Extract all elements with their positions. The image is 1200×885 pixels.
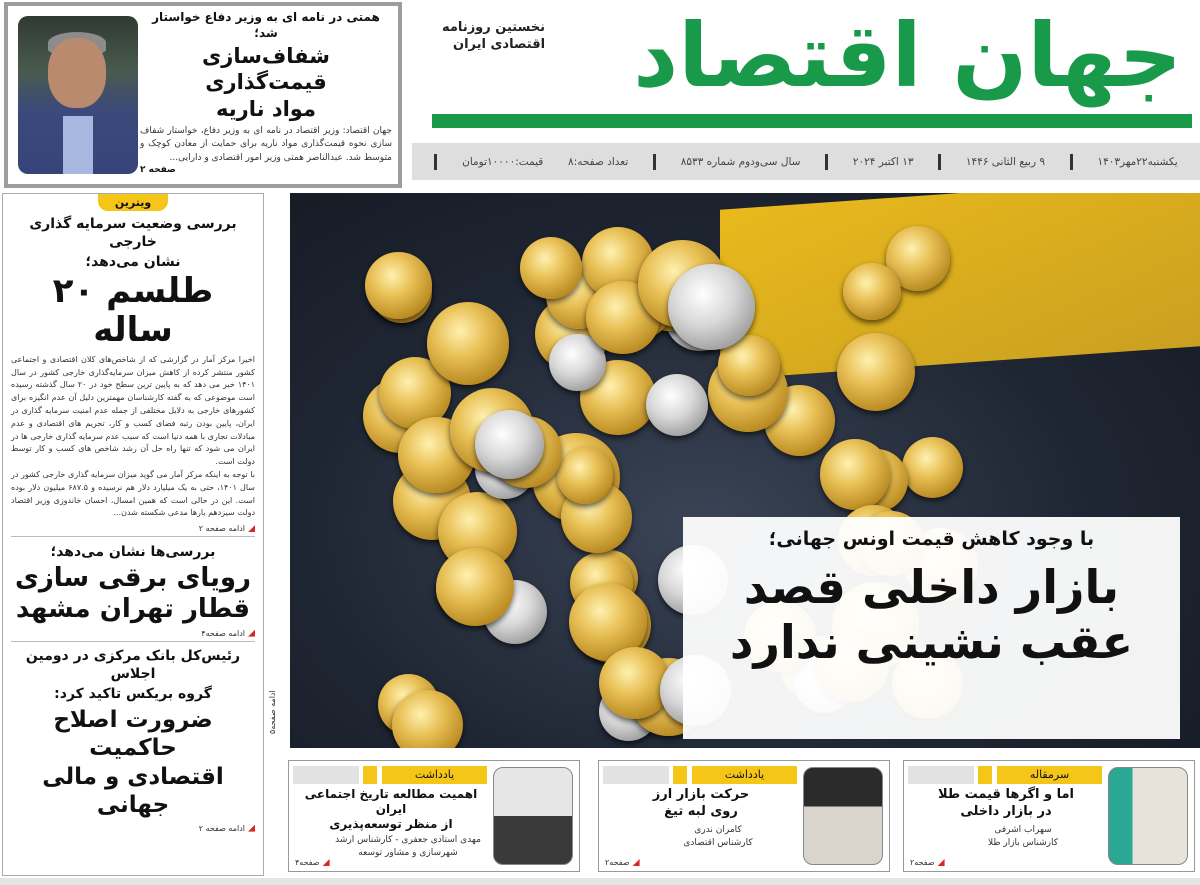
story-brics[interactable]: رئیس‌کل بانک مرکزی در دومین اجلاس گروه بریکس تاکید کرد: ضرورت اصلاح حاکمیت اقتصادی و مالی جهانی ادامه صفحه ۲ bbox=[3, 647, 263, 833]
main-story-continued-link[interactable]: ادامه صفحه۵ bbox=[268, 690, 277, 734]
column-tag: سرمقاله bbox=[997, 766, 1102, 784]
top-story-photo bbox=[18, 16, 138, 174]
divider bbox=[653, 154, 656, 170]
top-story-headline-1: شفاف‌سازی قیمت‌گذاری bbox=[202, 44, 330, 95]
coin bbox=[436, 548, 514, 626]
top-story-kicker: همتی در نامه ای به وزیر دفاع خواستار شد؛ bbox=[152, 10, 380, 40]
date-bar bbox=[412, 143, 1200, 180]
divider bbox=[825, 154, 828, 170]
top-story-headline-2: مواد ناریه bbox=[216, 96, 316, 121]
column-author: سهراب اشرفی کارشناس بازار طلا bbox=[987, 824, 1059, 848]
continued-link[interactable]: صفحه۲ bbox=[605, 858, 640, 867]
coin bbox=[646, 374, 708, 436]
column-tag: یادداشت bbox=[382, 766, 487, 784]
column-card-note-currency[interactable] bbox=[598, 760, 890, 872]
column-title: حرکت بازار ارز روی لبه تیغ bbox=[652, 787, 750, 819]
author-photo bbox=[803, 767, 883, 865]
coin bbox=[365, 252, 432, 319]
main-story-kicker: با وجود کاهش قیمت اونس جهانی؛ bbox=[768, 528, 1095, 550]
divider bbox=[434, 154, 437, 170]
story-foreign-investment[interactable]: بررسی وضعیت سرمایه گذاری خارجی نشان می‌دهد؛ طلسم ۲۰ ساله اخیرا مرکز آمار در گزارشی که از شاخص‌های کلان اقتصادی و اجتماعی کشور منتشر کرده از کاهش میزان سرمایه‌گذاری خارجی کشور در سال ۱۴۰۱ خبر می دهد که به پایین ترین سطح خود در ۲۰ سال گذشته رسیده است موضوعی که به گفته کارشناسان مهمترین دلیل آن عدم انگیزه برای کشورهای خارجی به دلایل مختلفی از جمله عدم امنیت سرمایه گذاری در ایران، پایین بودن رتبه فضای کسب و کار، تحریم های اقتصادی و عدم مبادلات تجاری با همه دنیا است که سبب عدم سرمایه گذاری خارجی ها در ایران می شود که تنها راه حل آن رشد شاخص های کسب و کار توسط دولت است. با توجه به اینکه مرکز آمار می گوید میزان سرمایه گذاری خارجی کشور در سال ۱۴۰۱، حتی به یک میلیارد دلار هم نرسیده و ۶۸۷.۵ میلیون دلار بوده است. این در حالی است که همین امسال، احسان خاندوزی وزیر اقتصاد دولت سیزدهم بارها مدعی شکسته شدن... ادامه صفحه ۲ bbox=[3, 215, 263, 537]
top-story-page-ref[interactable]: صفحه ۲ bbox=[140, 165, 176, 176]
continued-link[interactable]: صفحه۲ bbox=[910, 858, 945, 867]
left-column bbox=[2, 193, 264, 876]
top-story-body: جهان اقتصاد: وزیر اقتصاد در نامه ای به وزیر دفاع، خواستار شفاف سازی نحوه قیمت‌گذاری مواد ناریه برای حمایت از معادن کوچک و متوسط شد. عبدالناصر همتی وزیر امور اقتصادی و دارایی... bbox=[140, 125, 392, 163]
coin-packaging bbox=[720, 193, 1200, 380]
divider bbox=[1070, 154, 1073, 170]
top-story-box[interactable] bbox=[4, 2, 402, 188]
price: قیمت:۱۰۰۰۰تومان bbox=[462, 155, 544, 168]
column-card-note-history[interactable] bbox=[288, 760, 580, 872]
bottom-strip bbox=[0, 878, 1200, 885]
persian-date: یکشنبه۲۲مهر۱۴۰۳ bbox=[1097, 155, 1178, 168]
vitrine-badge: ویترین bbox=[98, 194, 168, 211]
column-tag: یادداشت bbox=[692, 766, 797, 784]
story-train-electrification[interactable]: بررسی‌ها نشان می‌دهد؛ رویای برقی سازی قطار تهران مشهد ادامه صفحه۴ bbox=[3, 543, 263, 642]
coin bbox=[520, 237, 582, 299]
continued-link[interactable]: ادامه صفحه ۲ bbox=[11, 824, 255, 833]
hijri-date: ۹ ربیع الثانی ۱۴۴۶ bbox=[965, 155, 1046, 168]
coin bbox=[668, 264, 754, 350]
coin bbox=[837, 333, 915, 411]
story1-body: اخیرا مرکز آمار در گزارشی که از شاخص‌های کلان اقتصادی و اجتماعی کشور منتشر کرده از کاهش میزان سرمایه‌گذاری خارجی کشور در سال ۱۴۰۱ خبر می دهد که به پایین ترین سطح خود در ۲۰ سال گذشته رسیده است موضوعی که به گفته کارشناسان مهمترین دلیل آن عدم انگیزه برای کشورهای خارجی به دلایل مختلفی از جمله عدم امنیت سرمایه گذاری در ایران، پایین بودن رتبه فضای کسب و کار، تحریم های اقتصادی و عدم مبادلات تجاری با همه دنیا است که سبب عدم سرمایه گذاری خارجی ها در ایران می شود که تنها راه حل آن رشد شاخص های کسب و کار توسط دولت است. bbox=[11, 354, 256, 467]
story1-headline: طلسم ۲۰ ساله bbox=[52, 270, 214, 350]
page-count: تعداد صفحه:۸ bbox=[568, 155, 629, 168]
column-author: کامران ندری کارشناس اقتصادی bbox=[683, 824, 753, 848]
newspaper-logo: جهان اقتصاد bbox=[633, 4, 1182, 107]
masthead bbox=[432, 6, 1192, 134]
coin bbox=[902, 437, 963, 498]
column-title: اهمیت مطالعه تاریخ اجتماعی ایران از منظر توسعه‌پذیری bbox=[304, 787, 478, 831]
column-title: اما و اگرها قیمت طلا در بازار داخلی bbox=[938, 787, 1074, 819]
coin bbox=[557, 447, 614, 504]
coin bbox=[820, 439, 890, 509]
story1-body-2: با توجه به اینکه مرکز آمار می گوید میزان سرمایه گذاری خارجی کشور در سال ۱۴۰۱، حتی به یک میلیارد دلار هم نرسیده و ۶۸۷.۵ میلیون دلار بوده است. این در حالی است که همین امسال، احسان خاندوزی وزیر اقتصاد دولت سیزدهم بارها مدعی شکسته شدن... bbox=[11, 469, 255, 518]
gregorian-date: ۱۳ اکتبر ۲۰۲۴ bbox=[852, 155, 914, 168]
main-story-headline-2: عقب نشینی ندارد bbox=[729, 614, 1134, 669]
coin bbox=[475, 410, 544, 479]
logo-underline bbox=[432, 114, 1192, 128]
continued-link[interactable]: ادامه صفحه۴ bbox=[11, 629, 255, 642]
tagline: نخستین روزنامه اقتصادی ایران bbox=[442, 20, 546, 52]
column-author: مهدی استادی جعفری - کارشناس ارشد شهرسازی و مشاور توسعه bbox=[335, 835, 481, 859]
column-card-editorial[interactable] bbox=[903, 760, 1195, 872]
coin bbox=[392, 690, 462, 748]
author-photo bbox=[493, 767, 573, 865]
divider bbox=[938, 154, 941, 170]
author-photo bbox=[1108, 767, 1188, 865]
coin bbox=[427, 302, 510, 385]
issue-number: سال سی‌ودوم شماره ۸۵۳۳ bbox=[680, 155, 801, 168]
continued-link[interactable]: صفحه۴ bbox=[295, 858, 330, 867]
main-story-headline-1: بازار داخلی قصد bbox=[743, 559, 1120, 614]
continued-link[interactable]: ادامه صفحه ۲ bbox=[11, 524, 255, 537]
coin bbox=[843, 263, 901, 321]
main-story-headline-box[interactable] bbox=[683, 517, 1180, 739]
